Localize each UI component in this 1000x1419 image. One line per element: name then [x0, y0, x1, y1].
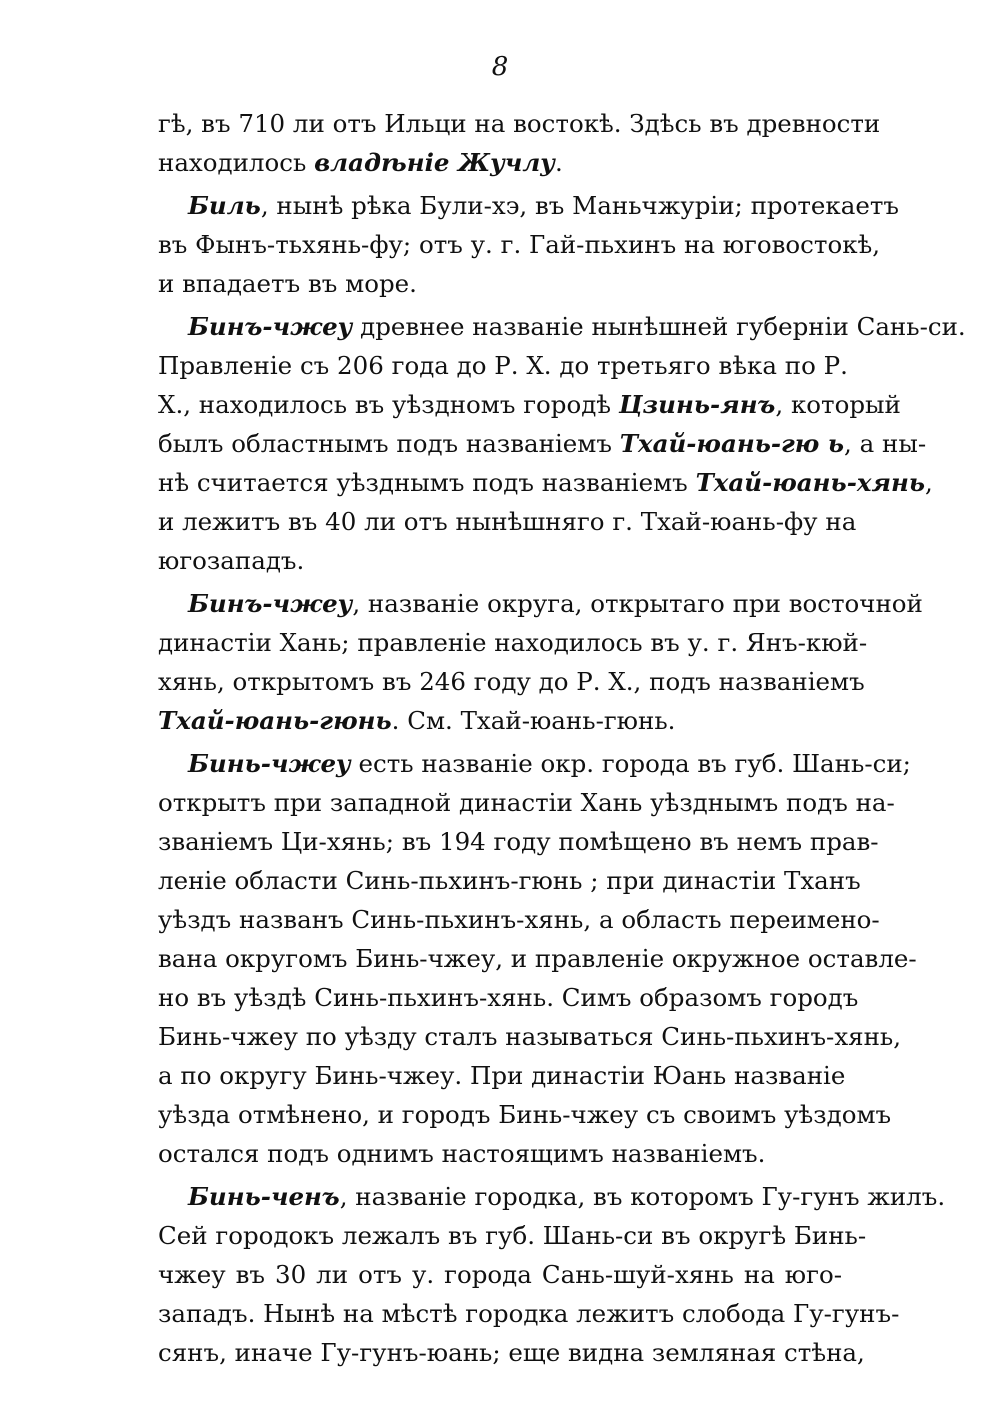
- text-line: [158, 623, 868, 662]
- text-segment: , названіе округа, открытаго при восточной: [352, 589, 923, 618]
- text-segment: , названіе городка, въ которомъ Гу-гунъ жилъ.: [339, 1182, 946, 1211]
- text-segment: а по округу Бинь-чжеу. При династіи Юань названіе: [158, 1061, 846, 1090]
- italic-term: Бинь-чжеу: [188, 749, 351, 778]
- text-line: [158, 463, 933, 502]
- text-line: [158, 186, 899, 225]
- text-line: [158, 104, 881, 143]
- text-segment: вана округомъ Бинь-чжеу, и правленіе окружное оставле-: [158, 944, 917, 973]
- italic-term: Цзинь-янъ: [618, 390, 776, 419]
- text-segment: .: [554, 148, 563, 177]
- text-segment: и лежитъ въ 40 ли отъ нынѣшняго г. Тхай-юань-фу на: [158, 507, 857, 536]
- text-segment: но въ уѣздѣ Синь-пьхинъ-хянь. Симъ образомъ городъ: [158, 983, 859, 1012]
- text-line: [158, 1255, 842, 1294]
- paragraph: [158, 307, 966, 580]
- text-line: [158, 307, 966, 346]
- text-segment: . См. Тхай-юань-гюнь.: [391, 706, 676, 735]
- paragraph: [158, 744, 917, 1173]
- text-line: [158, 1177, 946, 1216]
- text-segment: и впадаетъ въ море.: [158, 269, 417, 298]
- text-line: [158, 744, 911, 783]
- text-line: [158, 978, 859, 1017]
- text-line: [158, 346, 848, 385]
- text-segment: въ Фынъ-тьхянь-фу; отъ у. г. Гай-пьхинъ на юговостокѣ,: [158, 230, 881, 259]
- italic-term: Биль: [188, 191, 261, 220]
- text-segment: Х., находилось въ уѣздномъ городѣ: [158, 390, 619, 419]
- text-line: [158, 1017, 902, 1056]
- text-line: [158, 502, 857, 541]
- text-segment: , а ны-: [844, 429, 927, 458]
- text-line: [158, 861, 861, 900]
- text-line: [158, 424, 927, 463]
- text-line: [158, 701, 842, 740]
- italic-term: Тхай-юань-гю ь: [619, 429, 845, 458]
- italic-term: Бинъ-чжеу: [188, 589, 353, 618]
- text-segment: уѣздъ названъ Синь-пьхинъ-хянь, а область переимено-: [158, 905, 880, 934]
- text-segment: сянъ, иначе Гу-гунъ-юань; еще видна земляная стѣна,: [158, 1338, 865, 1367]
- text-line: [158, 385, 901, 424]
- text-segment: остался подъ однимъ настоящимъ названіемъ.: [158, 1139, 766, 1168]
- text-line: [158, 662, 865, 701]
- text-segment: западъ. Нынѣ на мѣстѣ городка лежитъ слобода Гу-гунъ-: [158, 1299, 900, 1328]
- paragraph: [158, 1177, 946, 1372]
- text-segment: чжеу въ 30 ли отъ у. города Сань-шуй-хянь на юго-: [158, 1260, 842, 1289]
- text-segment: званіемъ Ци-хянь; въ 194 году помѣщено въ немъ прав-: [158, 827, 879, 856]
- text-line: [158, 1095, 892, 1134]
- text-segment: Бинь-чжеу по уѣзду сталъ называться Синь-пьхинъ-хянь,: [158, 1022, 902, 1051]
- paragraph: [158, 186, 899, 303]
- text-segment: династіи Хань; правленіе находилось въ у. г. Янъ-кюй-: [158, 628, 868, 657]
- text-line: [158, 900, 880, 939]
- text-segment: югозападъ.: [158, 546, 305, 575]
- italic-term: Тхай-юань-хянь: [695, 468, 925, 497]
- text-segment: былъ областнымъ подъ названіемъ: [158, 429, 620, 458]
- text-line: [158, 1134, 842, 1173]
- text-segment: находилось: [158, 148, 315, 177]
- paragraph: [158, 584, 923, 740]
- paragraph: [158, 104, 881, 182]
- text-body: [158, 104, 966, 1372]
- page-number: 8: [491, 52, 509, 82]
- italic-term: Бинь-ченъ: [188, 1182, 340, 1211]
- text-line: [158, 1294, 900, 1333]
- text-line: [158, 939, 917, 978]
- text-segment: , нынѣ рѣка Були-хэ, въ Маньчжуріи; протекаетъ: [260, 191, 899, 220]
- text-line: [158, 584, 923, 623]
- text-segment: , который: [775, 390, 901, 419]
- text-line: [158, 1333, 865, 1372]
- text-line: [158, 225, 881, 264]
- text-line: [158, 264, 842, 303]
- text-line: [158, 822, 879, 861]
- text-segment: гѣ, въ 710 ли отъ Ильци на востокѣ. Здѣсь въ древности: [158, 109, 881, 138]
- text-segment: есть названіе окр. города въ губ. Шань-си;: [350, 749, 911, 778]
- text-segment: уѣзда отмѣнено, и городъ Бинь-чжеу съ своимъ уѣздомъ: [158, 1100, 892, 1129]
- text-segment: открытъ при западной династіи Хань уѣзднымъ подъ на-: [158, 788, 895, 817]
- text-line: [158, 143, 842, 182]
- text-segment: ,: [925, 468, 933, 497]
- text-segment: нѣ считается уѣзднымъ подъ названіемъ: [158, 468, 696, 497]
- italic-term: Тхай-юань-гюнь: [158, 706, 392, 735]
- italic-term: владѣніе Жучлу: [314, 148, 555, 177]
- text-line: [158, 783, 895, 822]
- italic-term: Бинъ-чжеу: [188, 312, 353, 341]
- text-segment: хянь, открытомъ въ 246 году до Р. Х., подъ названіемъ: [158, 667, 865, 696]
- text-line: [158, 541, 842, 580]
- text-segment: леніе области Синь-пьхинъ-гюнь ; при династіи Тханъ: [158, 866, 861, 895]
- text-segment: Сей городокъ лежалъ въ губ. Шань-си въ округѣ Бинь-: [158, 1221, 867, 1250]
- text-line: [158, 1216, 867, 1255]
- text-segment: Правленіе съ 206 года до Р. Х. до третьяго вѣка по Р.: [158, 351, 848, 380]
- text-segment: древнее названіе нынѣшней губерніи Сань-си.: [352, 312, 966, 341]
- text-line: [158, 1056, 846, 1095]
